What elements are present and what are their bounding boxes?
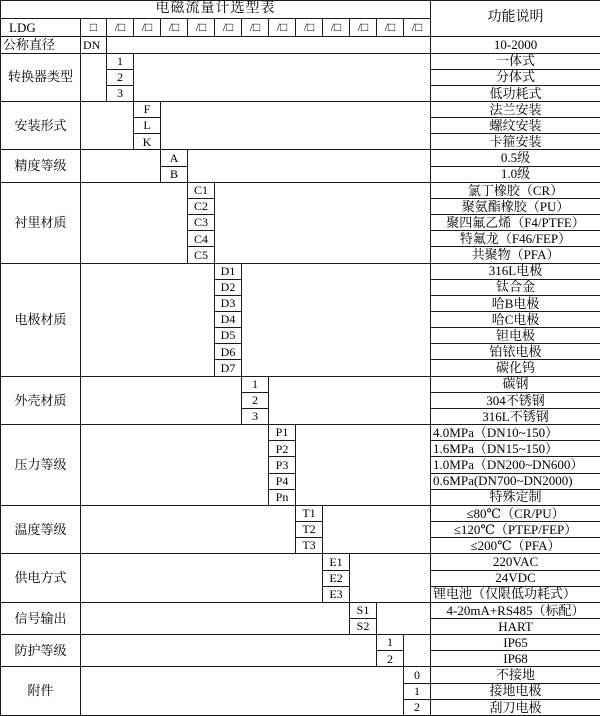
gap-cell — [350, 554, 431, 602]
code-cell: 1 — [377, 635, 404, 651]
function-cell: 4.0MPa（DN10~150） — [431, 425, 600, 441]
code-cell: 1 — [107, 53, 134, 69]
function-cell: 220VAC — [431, 554, 600, 570]
gap-cell — [81, 602, 350, 634]
function-cell: 不接地 — [431, 667, 600, 683]
function-cell: 分体式 — [431, 69, 600, 85]
code-cell: B — [161, 166, 188, 182]
gap-cell — [161, 101, 431, 149]
label-protection-rating: 防护等级 — [1, 635, 81, 667]
function-cell: 特殊定制 — [431, 489, 600, 505]
function-cell: 铂铱电极 — [431, 344, 600, 360]
function-cell: 碳钢 — [431, 376, 600, 392]
function-cell: 10-2000 — [431, 37, 600, 53]
function-cell: 0.6MPa(DN700~DN2000) — [431, 473, 600, 489]
function-cell: 特氟龙（F46/FEP） — [431, 231, 600, 247]
code-cell: DN — [81, 37, 107, 53]
model-box: /□ — [377, 19, 404, 37]
code-cell: C4 — [188, 231, 215, 247]
gap-cell — [269, 376, 431, 424]
function-cell: 304不锈钢 — [431, 392, 600, 408]
label-nominal-diameter: 公称直径 — [1, 37, 81, 53]
label-converter-type: 转换器类型 — [1, 53, 81, 101]
code-cell: D7 — [215, 360, 242, 376]
function-cell: 卡箍安装 — [431, 134, 600, 150]
code-cell: 2 — [242, 392, 269, 408]
code-cell: 1 — [404, 683, 431, 699]
function-cell: IP65 — [431, 635, 600, 651]
code-cell: S1 — [350, 602, 377, 618]
label-signal-output: 信号输出 — [1, 602, 81, 634]
model-prefix: LDG — [1, 19, 81, 37]
function-cell: 24VDC — [431, 570, 600, 586]
function-cell: 接地电极 — [431, 683, 600, 699]
function-cell: 1.0级 — [431, 166, 600, 182]
code-cell: C3 — [188, 215, 215, 231]
code-cell: A — [161, 150, 188, 166]
function-cell: ≤200℃（PFA） — [431, 538, 600, 554]
code-cell: L — [134, 118, 161, 134]
function-cell: 0.5级 — [431, 150, 600, 166]
gap-cell — [81, 150, 161, 182]
code-cell: 2 — [377, 651, 404, 667]
gap-cell — [404, 635, 431, 667]
code-cell: D6 — [215, 344, 242, 360]
code-cell: T1 — [296, 505, 323, 521]
code-cell: 0 — [404, 667, 431, 683]
function-cell: 1.6MPa（DN15~150） — [431, 441, 600, 457]
function-cell: 螺纹安装 — [431, 118, 600, 134]
function-cell: 316L不锈钢 — [431, 408, 600, 424]
gap-cell — [107, 37, 431, 53]
function-cell: 低功耗式 — [431, 85, 600, 101]
label-pressure-rating: 压力等级 — [1, 425, 81, 506]
gap-cell — [81, 554, 323, 602]
model-box: /□ — [107, 19, 134, 37]
gap-cell — [215, 182, 431, 263]
model-box: /□ — [161, 19, 188, 37]
gap-cell — [134, 53, 431, 101]
code-cell: P3 — [269, 457, 296, 473]
code-cell: D4 — [215, 312, 242, 328]
gap-cell — [81, 101, 134, 149]
gap-cell — [81, 667, 404, 716]
code-cell: C1 — [188, 182, 215, 198]
function-cell: 聚氨酯橡胶（PU） — [431, 198, 600, 214]
function-cell: 1.0MPa（DN200~DN600） — [431, 457, 600, 473]
function-cell: 法兰安装 — [431, 101, 600, 117]
gap-cell — [188, 150, 431, 182]
function-cell: 4-20mA+RS485（标配） — [431, 602, 600, 618]
function-cell: 共聚物（PFA） — [431, 247, 600, 263]
code-cell: P4 — [269, 473, 296, 489]
function-cell: 刮刀电极 — [431, 699, 600, 715]
label-electrode-material: 电极材质 — [1, 263, 81, 376]
function-cell: ≤120℃（PTEP/FEP） — [431, 522, 600, 538]
model-box: /□ — [323, 19, 350, 37]
gap-cell — [81, 182, 188, 263]
model-box: /□ — [350, 19, 377, 37]
function-cell: 哈B电极 — [431, 295, 600, 311]
function-cell: IP68 — [431, 651, 600, 667]
code-cell: Pn — [269, 489, 296, 505]
code-cell: 2 — [107, 69, 134, 85]
function-cell: 一体式 — [431, 53, 600, 69]
code-cell: D3 — [215, 295, 242, 311]
function-cell: 碳化钨 — [431, 360, 600, 376]
code-cell: 2 — [404, 699, 431, 715]
code-cell: T2 — [296, 522, 323, 538]
code-cell: F — [134, 101, 161, 117]
code-cell: E2 — [323, 570, 350, 586]
function-column-header: 功能说明 — [431, 1, 600, 37]
code-cell: P1 — [269, 425, 296, 441]
function-cell: 哈C电极 — [431, 312, 600, 328]
function-cell: 聚四氟乙烯（F4/PTFE） — [431, 215, 600, 231]
code-cell: D2 — [215, 279, 242, 295]
code-cell: D5 — [215, 328, 242, 344]
label-installation-form: 安装形式 — [1, 101, 81, 149]
gap-cell — [81, 263, 215, 376]
gap-cell — [377, 602, 431, 634]
model-box: /□ — [242, 19, 269, 37]
code-cell: 3 — [242, 408, 269, 424]
code-cell: T3 — [296, 538, 323, 554]
gap-cell — [81, 635, 377, 667]
table-title: 电磁流量计选型表 — [1, 1, 431, 19]
model-box: /□ — [404, 19, 431, 37]
gap-cell — [81, 505, 296, 553]
label-lining-material: 衬里材质 — [1, 182, 81, 263]
gap-cell — [242, 263, 431, 376]
gap-cell — [81, 425, 269, 506]
function-cell: 氯丁橡胶（CR） — [431, 182, 600, 198]
model-box: /□ — [134, 19, 161, 37]
label-power-supply: 供电方式 — [1, 554, 81, 602]
code-cell: P2 — [269, 441, 296, 457]
gap-cell — [296, 425, 431, 506]
model-box: /□ — [188, 19, 215, 37]
code-cell: E1 — [323, 554, 350, 570]
code-cell: 1 — [242, 376, 269, 392]
model-box: /□ — [296, 19, 323, 37]
gap-cell — [323, 505, 431, 553]
gap-cell — [81, 376, 242, 424]
code-cell: C5 — [188, 247, 215, 263]
code-cell: 3 — [107, 85, 134, 101]
label-temperature-rating: 温度等级 — [1, 505, 81, 553]
label-housing-material: 外壳材质 — [1, 376, 81, 424]
code-cell: C2 — [188, 198, 215, 214]
model-box: /□ — [215, 19, 242, 37]
function-cell: HART — [431, 618, 600, 634]
code-cell: D1 — [215, 263, 242, 279]
gap-cell — [81, 53, 107, 101]
code-cell: E3 — [323, 586, 350, 602]
code-cell: K — [134, 134, 161, 150]
code-cell: S2 — [350, 618, 377, 634]
model-box-dn: □ — [81, 19, 107, 37]
label-accessories: 附件 — [1, 667, 81, 716]
model-box: /□ — [269, 19, 296, 37]
function-cell: 316L电极 — [431, 263, 600, 279]
function-cell: 钽电极 — [431, 328, 600, 344]
label-accuracy-class: 精度等级 — [1, 150, 81, 182]
function-cell: 锂电池（仅限低功耗式） — [431, 586, 600, 602]
function-cell: 钛合金 — [431, 279, 600, 295]
function-cell: ≤80℃（CR/PU） — [431, 505, 600, 521]
